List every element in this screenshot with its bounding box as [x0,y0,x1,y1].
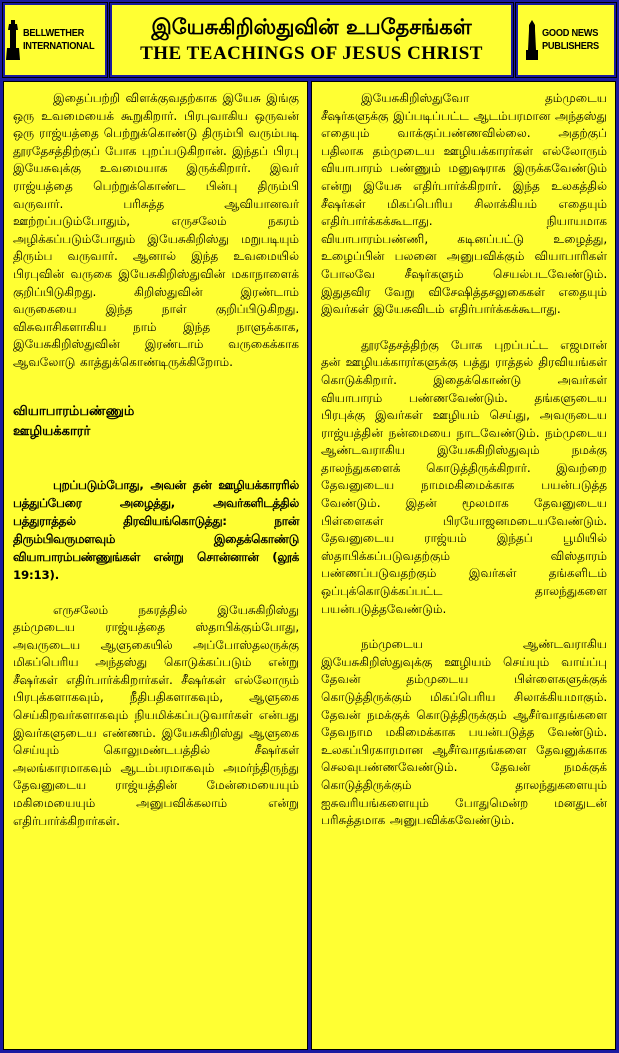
left-paragraph-2: எருசலேம் நகரத்தில் இயேசுகிறிஸ்து தம்முடைய ராஜ்யத்தை ஸ்தாபிக்கும்போது, அவருடைய ஆளுகையில் அப்போஸ்தலருக்கு மிகப்பெரிய அந்தஸ்து கொடுக்கப்படும் என்று சீஷர்கள் எதிர்பார்க்கிறார்கள். சீஷர்கள் எல்லோரும் பிரபுக்களாகவும், நீதிபதிகளாகவும், ஆளுகை செய்கிறவர்களாகவும் நியமிக்கப்படுவார்கள் என்பது இவர்களுடைய எண்ணம். இயேசுகிறிஸ்து ஆளுகை செய்யும் கொலுமண்டபத்தில் சீஷர்கள் அலங்காரமாகவும் ஆடம்பரமாகவும் அமர்ந்திருந்து தேவனுடைய ராஜ்யத்தின் மேன்மையையும் மகிமையையும் அனுபவிக்கலாம் என்று எதிர்பார்க்கிறார்கள். [13,602,299,828]
section-heading [13,402,299,442]
right-paragraph-3: நம்முடைய ஆண்டவராகிய இயேசுகிறிஸ்துவுக்கு ஊழியம் செய்யும் வாய்ப்பு தேவன் தம்முடைய பிள்ளைகளுக்குக் கொடுத்திருக்கும் மிகப்பெரிய சிலாக்கியமாகும். தேவன் நமக்குக் கொடுத்திருக்கும் ஆசீர்வாதங்களை தேவநாம மகிமைக்காக பயன்படுத்த வேண்டும். உலகப்பிரகாரமான ஆசீர்வாதங்களை தேவனுக்காக செலவுபண்ணவேண்டும். தேவன் நமக்குக் கொடுத்திருக்கும் தாலந்துகளையும் ஐசுவரியங்களையும் போதுமென்ற மனதுடன் பரிசுத்தமாக அனுபவிக்கவேண்டும். [321,637,607,828]
right-paragraph-1: இயேசுகிறிஸ்துவோ தம்முடைய சீஷர்களுக்கு இப்படிப்பட்ட ஆடம்பரமான அந்தஸ்து எதையும் வாக்குப்பண்ணவில்லை. அதற்குப் பதிலாக தம்முடைய ஊழியக்காரர்கள் எல்லோரும் வியாபாரம் பண்ணும் மனுஷராக இருக்கவேண்டும் என்று இயேசு எதிர்பார்க்கிறார். இந்த உலகத்தில் சீஷர்கள் மிகப்பெரிய சிலாக்கியம் எதையும் எதிர்பார்க்கக்கூடாது. நியாயமாக வியாபாரம்பண்ணி, கடினப்பட்டு உழைத்து, உழைப்பின் பலனை அனுபவிக்கும் வியாபாரிகள் போலவே சீஷர்களும் செயல்படவேண்டும். இதுதவிர வேறு விசேஷித்தசலுகைகள் எதையும் இவர்கள் இயேசுவிடம் எதிர்பார்க்கக்கூடாது. [321,91,607,317]
bellwether-line1: BELLWETHER [22,27,84,39]
good-news-logo-text [542,27,599,53]
section-heading-line1: வியாபாரம்பண்ணும் [13,403,135,419]
left-column [3,81,308,1050]
good-news-line1: GOOD NEWS [542,27,599,39]
right-column [311,81,616,1050]
bellwether-line2: INTERNATIONAL [22,40,95,52]
good-news-logo [516,3,616,77]
title-tamil: இயேசுகிறிஸ்துவின் உபதேசங்கள் [151,15,472,39]
section-heading-line2: ஊழியக்காரர் [13,423,91,439]
lighthouse-icon [525,20,539,60]
title-english: THE TEACHINGS OF JESUS CHRIST [140,43,483,64]
good-news-line2: PUBLISHERS [542,40,600,52]
scripture-quote: புறப்படும்போது, அவன் தன் ஊழியக்காரரில் பத்துப்பேரை அழைத்து, அவர்களிடத்தில் பத்துராத்தல் திரவியங்கொடுத்து: நான் திரும்பிவருமளவும் இதைக்கொண்டு வியாபாரம்பண்ணுங்கள் என்று சொன்னான் (லூக் 19:13). [13,477,299,582]
header [3,3,616,77]
tower-icon [6,20,20,60]
bellwether-logo-text [23,27,94,53]
left-paragraph-1: இதைப்பற்றி விளக்குவதற்காக இயேசு இங்கு ஒரு உவமையைக் கூறுகிறார். பிரபுவாகிய ஒருவன் ஒரு ராஜ்யத்தை பெற்றுக்கொண்டு திரும்பி வரும்படி தூரதேசத்திற்குப் போக புறப்படுகிறான். இந்தப் பிரபு இயேசுவுக்கு உவமையாக இருக்கிறார். இவர் ராஜ்யத்தை பெற்றுக்கொண்ட பின்பு திரும்பி வருவார். பரிசுத்த ஆவியானவர் ஊற்றப்படும்போதும், எருசலேம் நகரம் அழிக்கப்படும்போதும் இயேசுகிறிஸ்து மறுபடியும் திரும்ப வருவார். ஆனால் இந்த உவமையில் பிரபுவின் வருகை இயேசுகிறிஸ்துவின் மகாநாளைக் குறிப்பிடுகிறது. கிறிஸ்துவின் இரண்டாம் வருகையை இந்த நாள் குறிப்பிடுகிறது. விசுவாசிகளாகிய நாம் இந்த நாளுக்காக, இயேசுகிறிஸ்துவின் இரண்டாம் வருகைக்காக ஆவலோடு காத்துக்கொண்டிருக்கிறோம். [13,91,299,369]
bellwether-logo [3,3,107,77]
right-paragraph-2: தூரதேசத்திற்கு போக புறப்பட்ட எஜமான் தன் ஊழியக்காரர்களுக்கு பத்து ராத்தல் திரவியங்கள் கொடுக்கிறார். இதைக்கொண்டு அவர்கள் வியாபாரம் பண்ணவேண்டும். தங்களுடைய பிரபுக்கு இவர்கள் ஊழியம் செய்து, அவருடைய ராஜ்யத்தின் நன்மையை நாடவேண்டும். நம்முடைய ஆண்டவராகிய இயேசுகிறிஸ்துவும் நமக்கு தாலந்துகளைக் கொடுத்திருக்கிறார். இவற்றை தேவனுடைய நாமமகிமைக்காக பயன்படுத்த வேண்டும். இதன் மூலமாக தேவனுடைய பிள்ளைகள் பிரயோஜனமடையவேண்டும். தேவனுடைய ராஜ்யம் இந்தப் பூமியில் ஸ்தாபிக்கப்படுவதற்கும் விஸ்தாரம் பண்ணப்படுவதற்கும் இவர்கள் தங்களிடம் ஒப்புக்கொடுக்கப்பட்ட தாலந்துகளை பயன்படுத்தவேண்டும். [321,337,607,616]
title-box [110,3,513,77]
